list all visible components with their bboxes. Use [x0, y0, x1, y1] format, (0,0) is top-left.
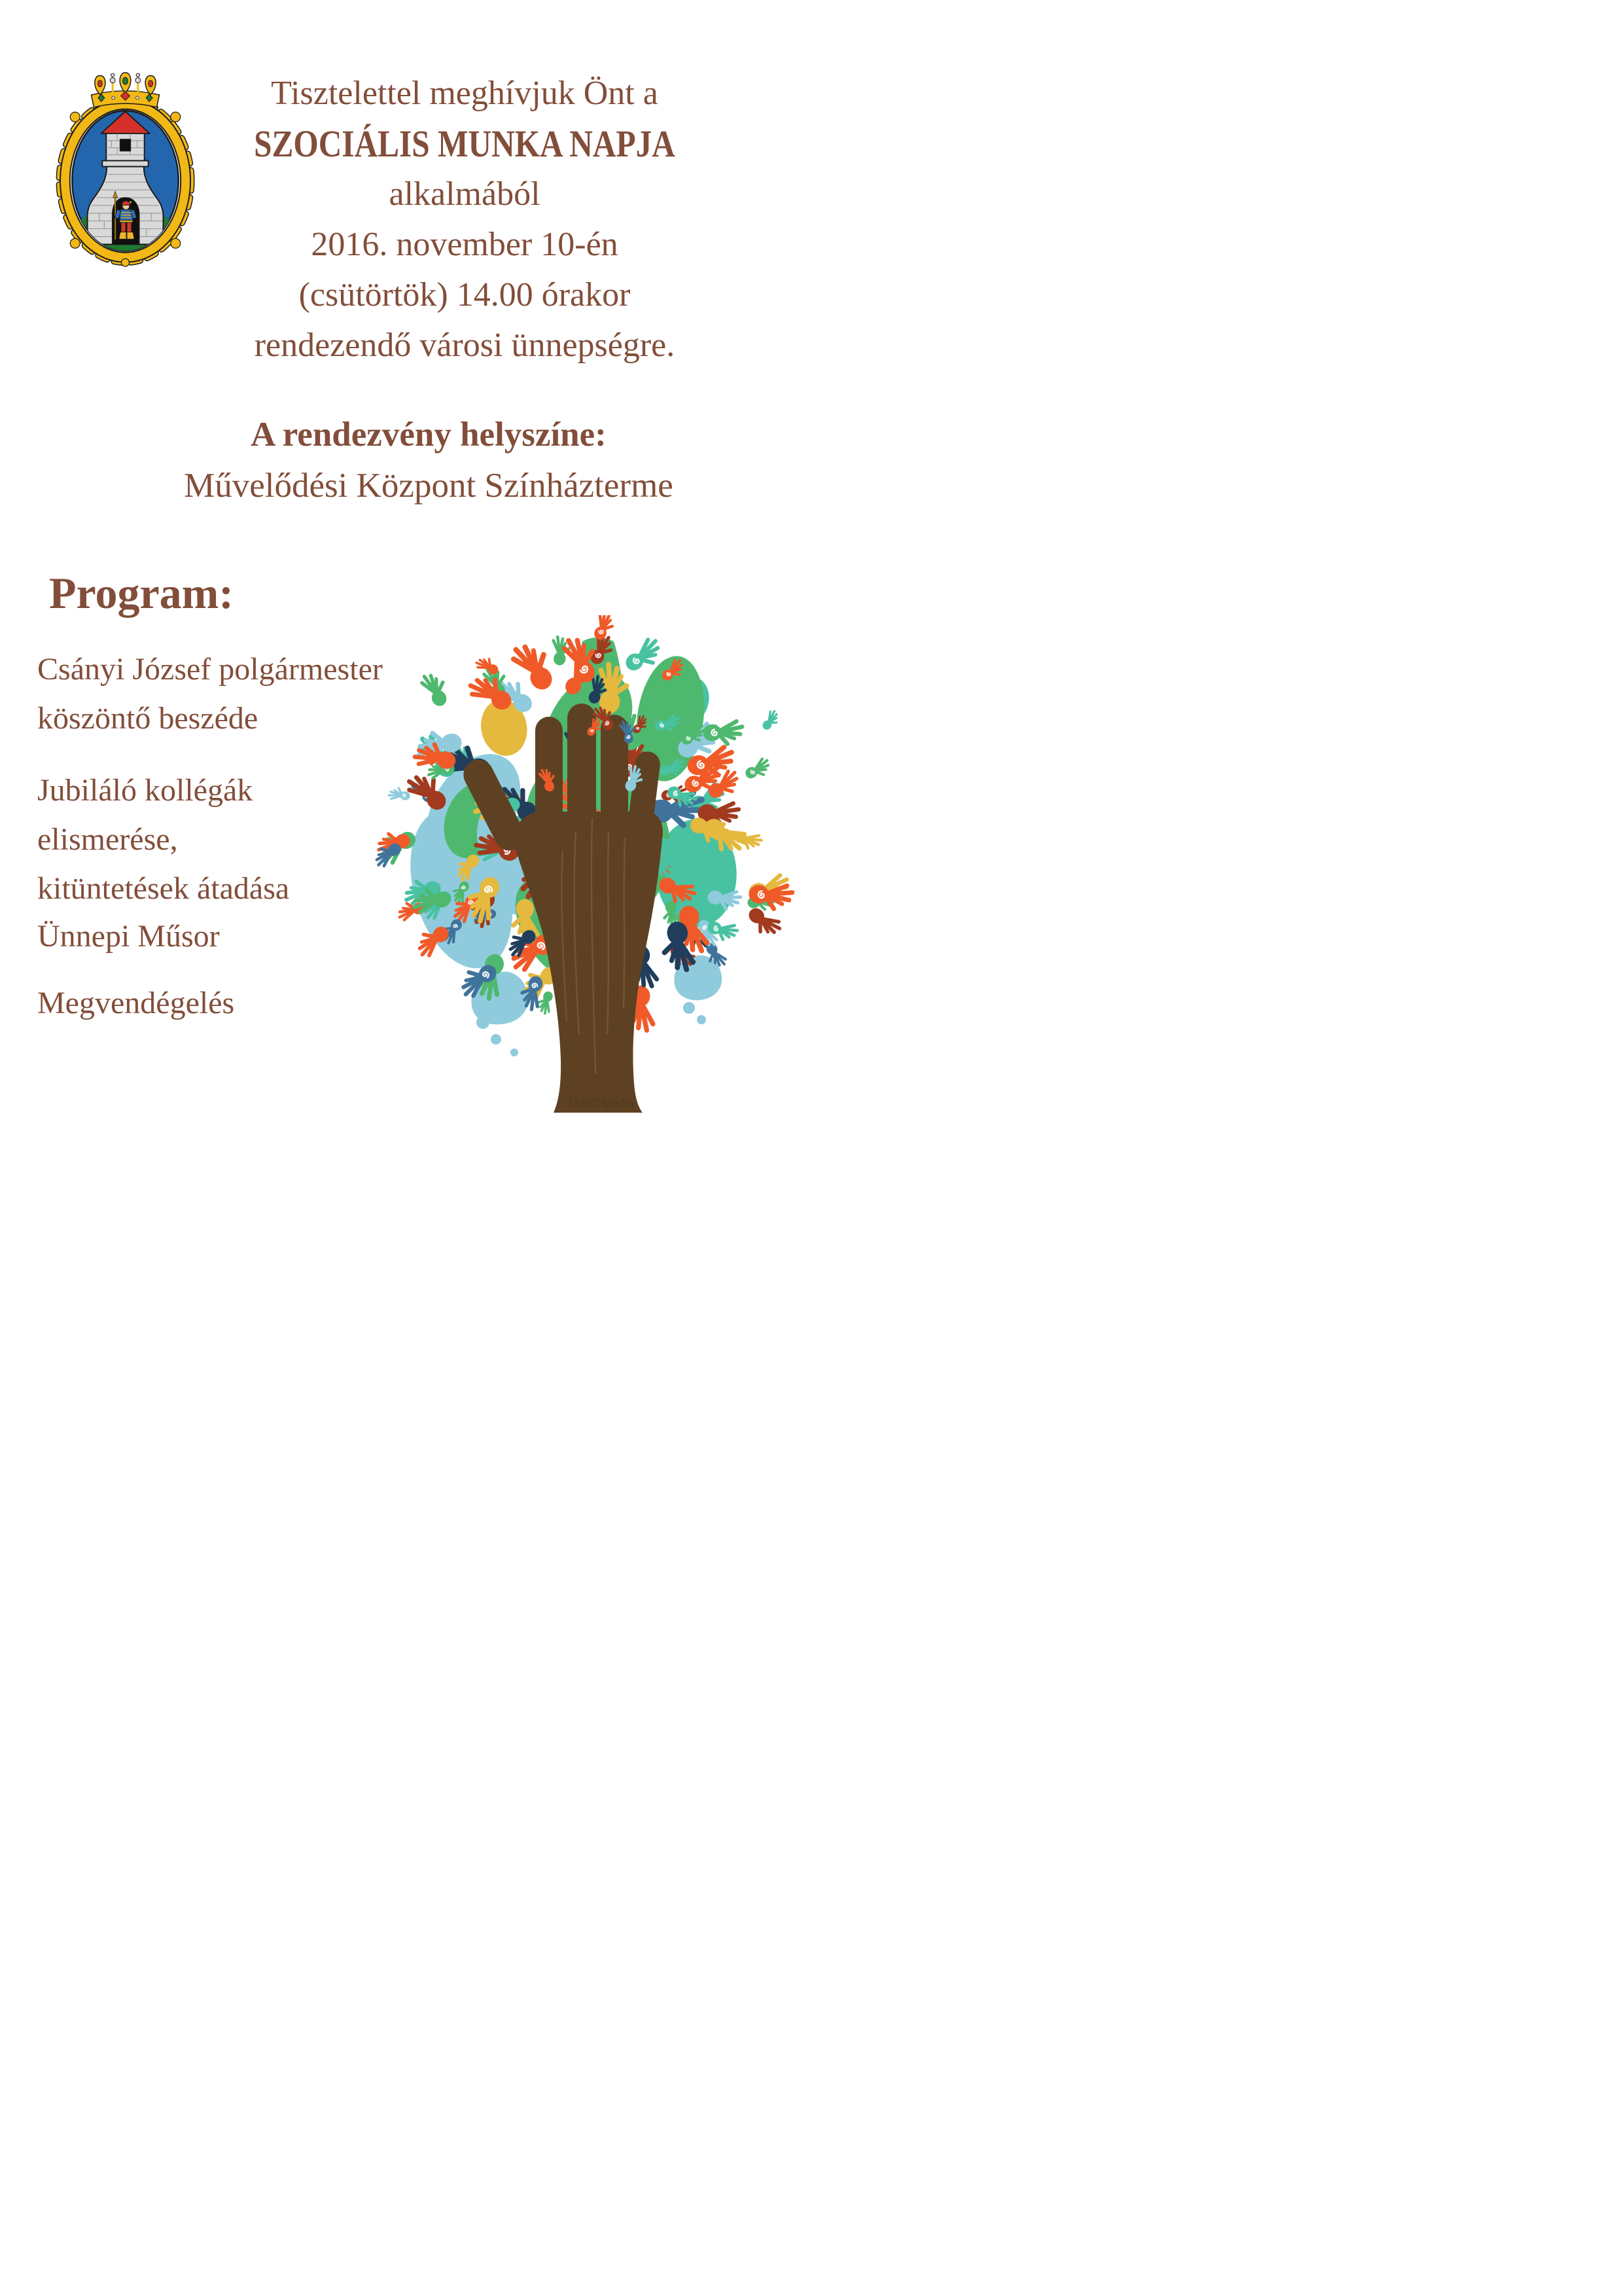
invitation-header: [183, 68, 746, 370]
invitation-poster: [0, 0, 812, 1148]
program-item: [37, 978, 234, 1028]
venue-name: Művelődési Központ Színházterme: [184, 467, 673, 505]
hands-tree-illustration: [366, 615, 812, 1148]
header-line: rendezendő városi ünnepségre.: [254, 327, 675, 364]
venue-label: A rendezvény helyszíne:: [251, 416, 607, 454]
city-coat-of-arms: [56, 60, 195, 268]
event-date: 2016. november 10-én: [311, 226, 618, 263]
program-item-line: kitüntetések átadása: [37, 871, 290, 906]
header-line: Tisztelettel meghívjuk Önt a: [271, 75, 658, 112]
watermark-text: TARO Media: [567, 1097, 635, 1110]
event-title: SZOCIÁLIS MUNKA NAPJA: [254, 122, 675, 165]
program-item-line: Csányi József polgármester: [37, 652, 383, 687]
event-time: (csütörtök) 14.00 órakor: [298, 276, 631, 314]
program-item-line: elismerése,: [37, 822, 178, 857]
program-item-line: köszöntő beszéde: [37, 701, 258, 736]
program-item-line: Ünnepi Műsor: [37, 919, 220, 954]
program-item: [37, 766, 289, 913]
program-item: [37, 645, 383, 743]
program-item: [37, 912, 220, 961]
header-line: alkalmából: [389, 175, 540, 213]
program-item-line: Megvendégelés: [37, 986, 235, 1020]
program-heading: Program:: [49, 568, 234, 618]
program-item-line: Jubiláló kollégák: [37, 773, 253, 808]
crest-crown: [91, 73, 159, 107]
venue-block: [56, 409, 802, 511]
